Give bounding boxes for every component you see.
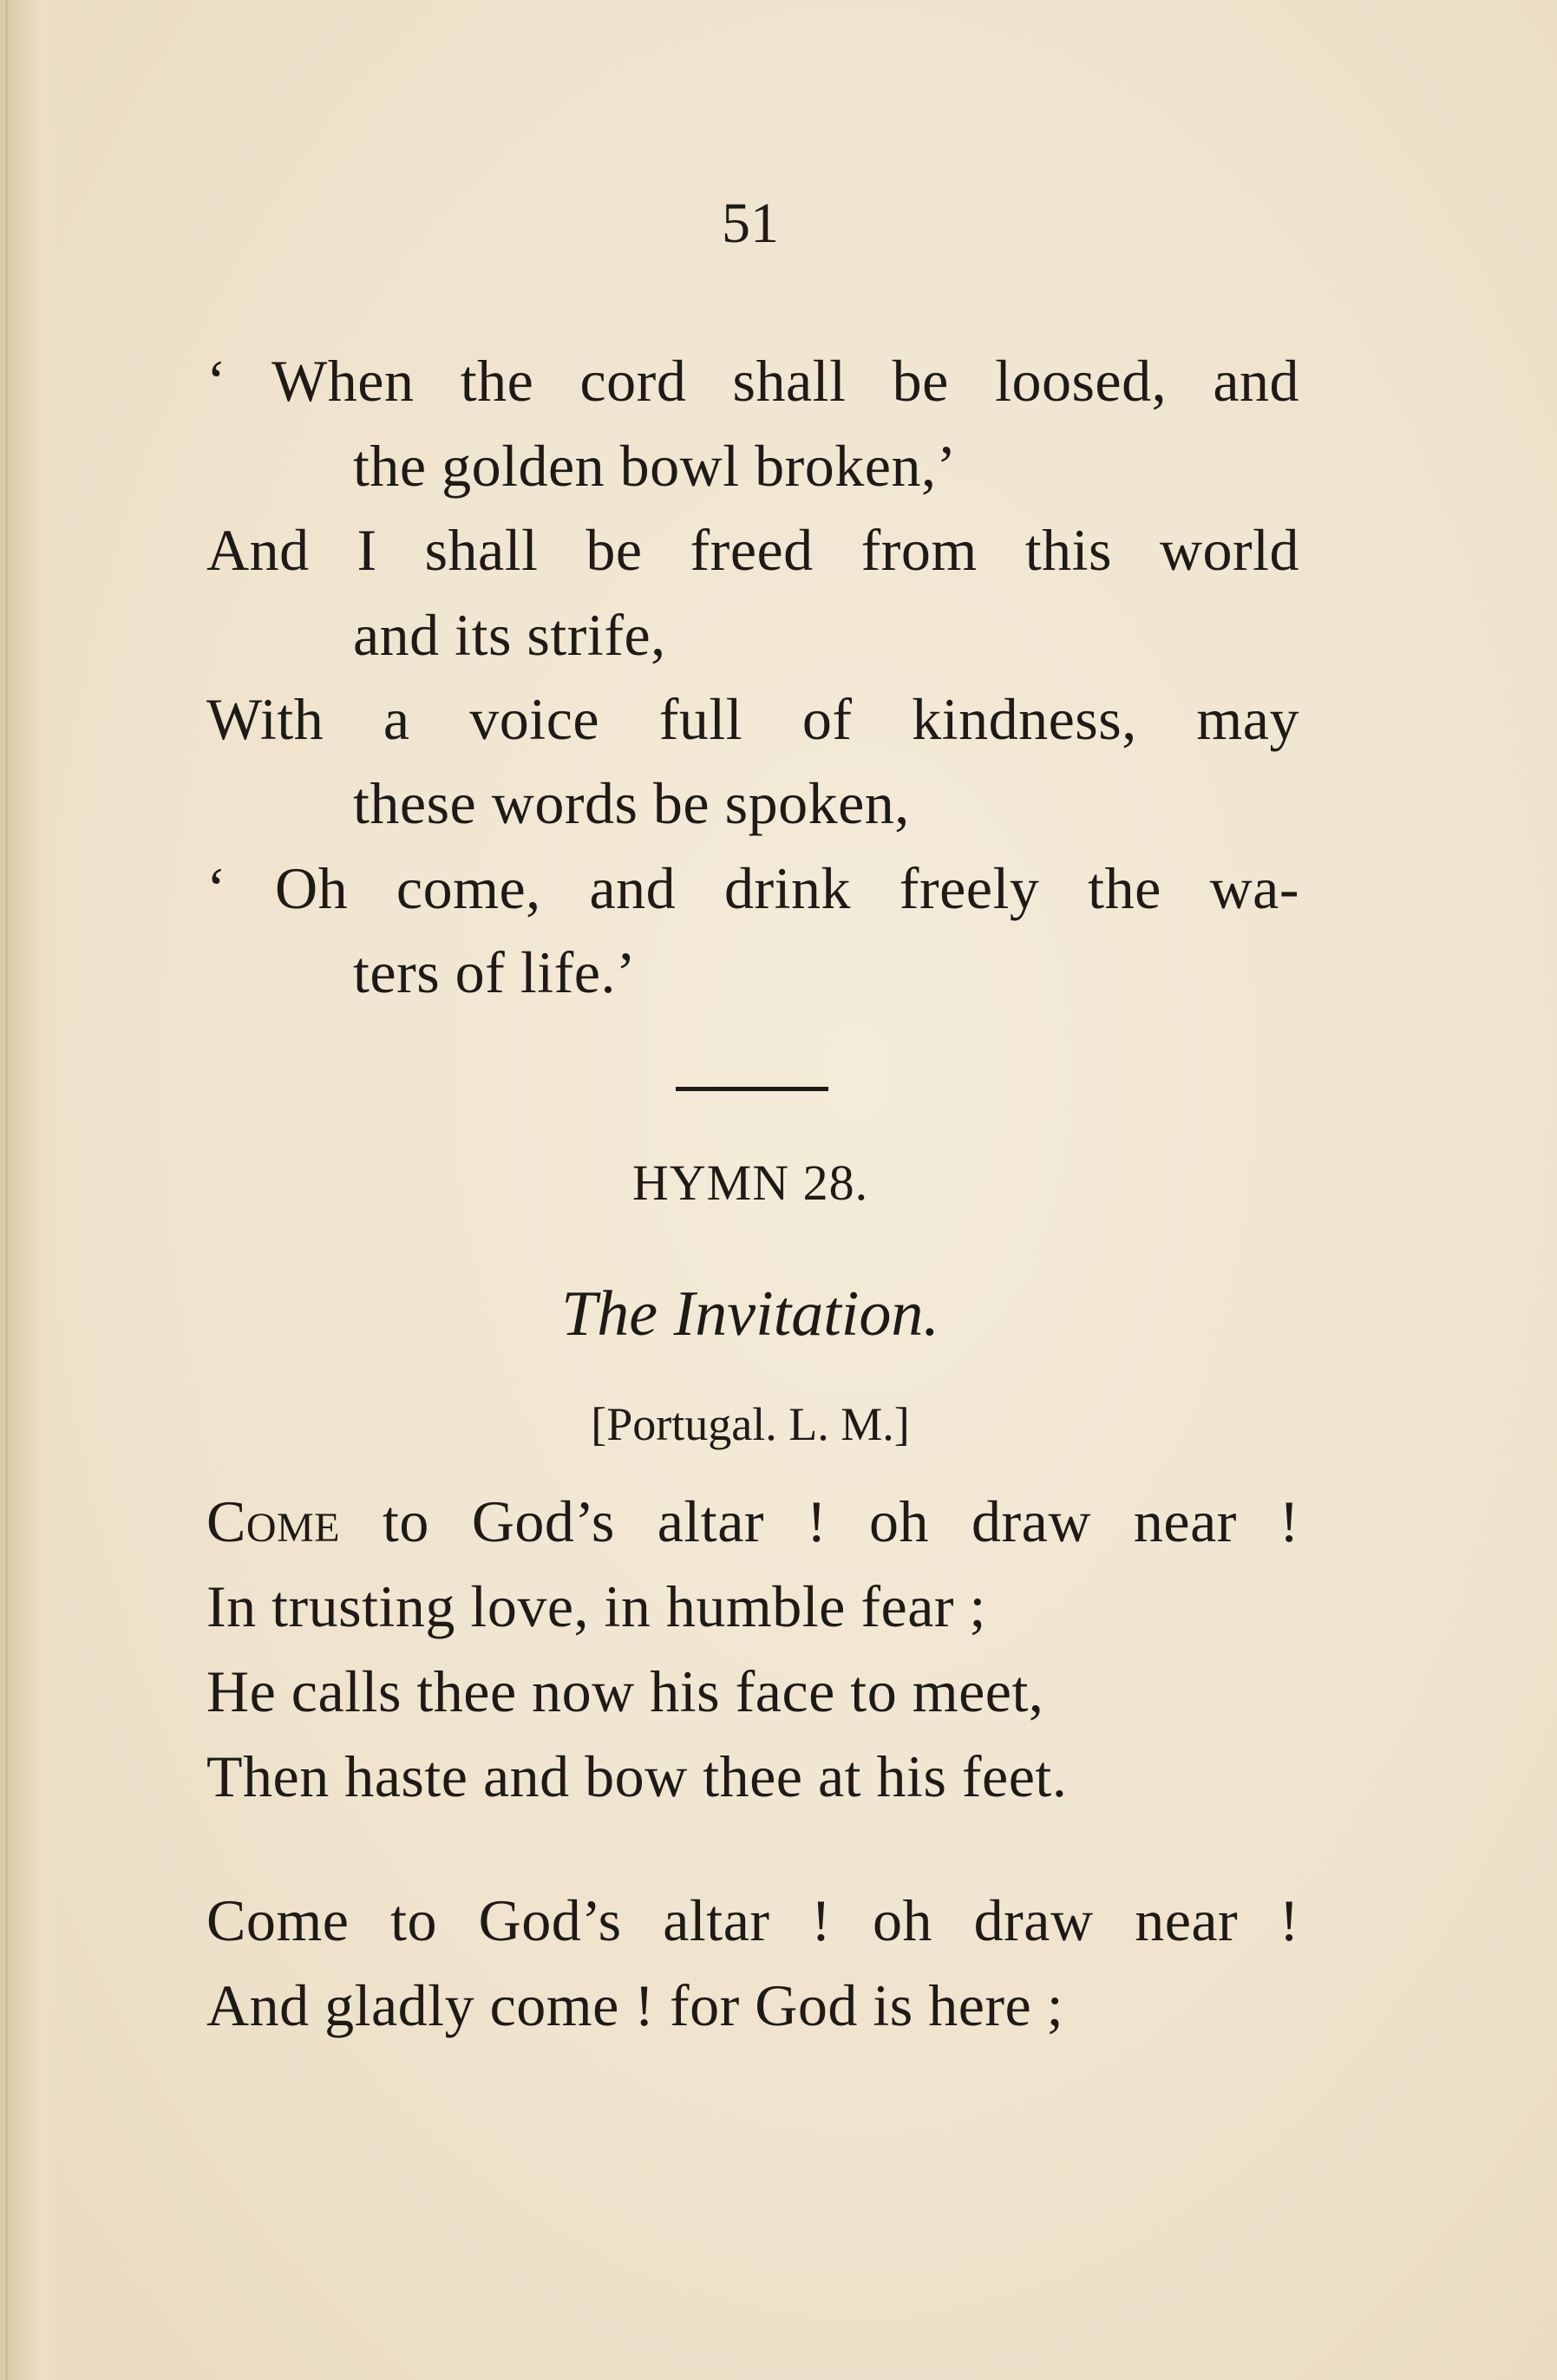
hymn-line: Come to God’s altar ! oh draw near ! [206,1887,1299,1953]
verse-line: And I shall be freed from this world [206,517,1299,583]
page-number: 51 [722,192,779,255]
verse-line: With a voice full of kindness, may [206,686,1299,752]
hymn-line: He calls thee now his face to meet, [206,1658,1044,1724]
verse-line: ‘ When the cord shall be loosed, and [206,348,1299,414]
hymn-line: In trusting love, in humble fear ; [206,1573,986,1639]
hymn-line-rest: to God’s altar ! oh draw near ! [340,1488,1299,1554]
hymn-tune: [Portugal. L. M.] [591,1398,910,1450]
verse-line: these words be spoken, [353,770,910,836]
hymn-line: Then haste and bow thee at his feet. [206,1743,1068,1809]
verse-line: the golden bowl broken,’ [353,433,957,499]
hymn-heading: HYMN 28. [631,1154,869,1211]
section-divider [676,1087,828,1091]
hymn-line [206,1488,1299,1554]
verse-line: ters of life.’ [353,939,637,1005]
verse-line: and its strife, [353,602,666,668]
verse-line: ‘ Oh come, and drink freely the wa- [206,855,1299,921]
hymn-line: And gladly come ! for God is here ; [206,1972,1064,2038]
hymn-title: The Invitation. [561,1278,939,1350]
drop-word: Come [206,1488,341,1554]
